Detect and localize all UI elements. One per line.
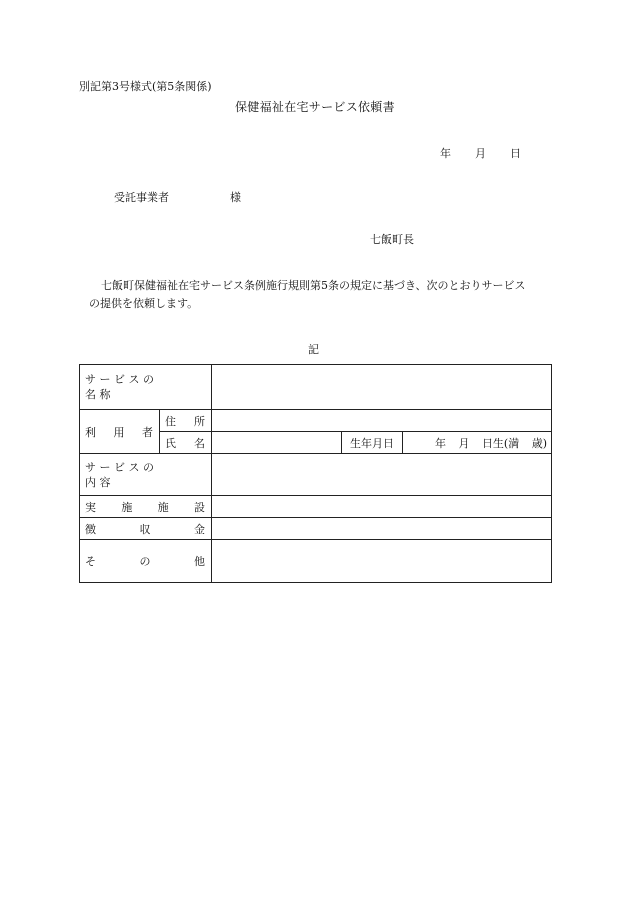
service-name-label: サ ー ビ ス の 名 称 bbox=[80, 365, 212, 410]
row-service-name bbox=[80, 365, 552, 410]
birthdate-label: 生年月日 bbox=[342, 432, 403, 454]
facility-field[interactable] bbox=[212, 496, 552, 518]
document-title: 保健福祉在宅サービス依頼書 bbox=[235, 100, 395, 114]
other-label: そ の 他 bbox=[80, 540, 212, 583]
body-line-1: 七飯町保健福祉在宅サービス条例施行規則第5条の規定に基づき、次のとおりサービス bbox=[101, 279, 526, 292]
name-label: 氏 名 bbox=[160, 432, 212, 454]
row-service-content bbox=[80, 454, 552, 496]
issuer: 七飯町長 bbox=[370, 233, 414, 246]
service-name-field[interactable] bbox=[212, 365, 552, 410]
birthdate-field[interactable]: 年 月 日生(満 歳) bbox=[403, 432, 552, 454]
date-day: 日 bbox=[510, 147, 521, 160]
address-label: 住 所 bbox=[160, 410, 212, 432]
addressee-label: 受託事業者 bbox=[114, 191, 169, 204]
name-field[interactable] bbox=[212, 432, 342, 454]
fee-label: 徴 収 金 bbox=[80, 518, 212, 540]
other-field[interactable] bbox=[212, 540, 552, 583]
service-content-label: サ ー ビ ス の 内 容 bbox=[80, 454, 212, 496]
request-form-table bbox=[79, 364, 552, 583]
row-facility bbox=[80, 496, 552, 518]
fee-field[interactable] bbox=[212, 518, 552, 540]
row-fee bbox=[80, 518, 552, 540]
date-line bbox=[440, 147, 521, 161]
body-line-2: の提供を依頼します。 bbox=[89, 297, 199, 310]
date-month: 月 bbox=[475, 147, 486, 160]
form-reference: 別記第3号様式(第5条関係) bbox=[79, 80, 212, 93]
row-address bbox=[80, 410, 552, 432]
user-label: 利 用 者 bbox=[80, 410, 160, 454]
service-content-field[interactable] bbox=[212, 454, 552, 496]
date-year: 年 bbox=[440, 147, 451, 160]
facility-label: 実 施 施 設 bbox=[80, 496, 212, 518]
row-other bbox=[80, 540, 552, 583]
ki-label: 記 bbox=[308, 343, 319, 356]
address-field[interactable] bbox=[212, 410, 552, 432]
addressee-honorific: 様 bbox=[230, 191, 241, 204]
